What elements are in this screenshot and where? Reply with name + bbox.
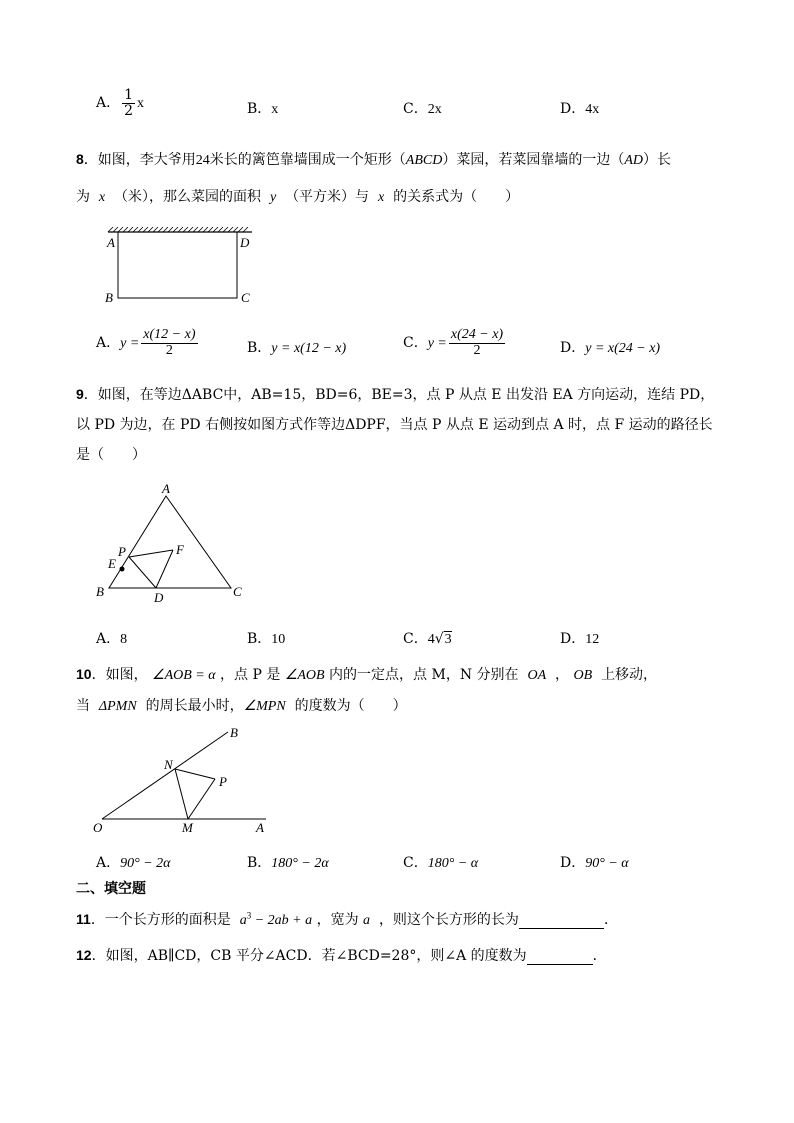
label-p: P [219, 774, 227, 789]
q9-option-a: A．8 [96, 631, 128, 647]
point-e [120, 567, 125, 572]
segment-mp [188, 779, 215, 819]
label-n: N [164, 757, 173, 772]
q9-line2: 以 PD 为边，在 PD 右侧按如图方式作等边ΔDPF，当点 P 从点 E 运动到点 A 时，点 F 运动的路径长 [76, 417, 713, 433]
label-e: E [108, 556, 116, 571]
q10-line2: 当 ΔPMN 的周长最小时，∠MPN 的度数为（ ） [76, 698, 407, 714]
label-c: C [241, 290, 250, 305]
question-number: 12 [76, 947, 92, 963]
label-b: B [105, 290, 113, 305]
q10-option-a: A．90° − 2α [96, 855, 171, 871]
q11-line: 11．一个长方形的面积是 $a^3 - 2ab + a$ ，宽为 a ，则这个长方形的长为 ． [76, 910, 618, 928]
q8-line1: 8．如图，李大爷用24米长的篱笆靠墙围成一个矩形（ABCD）菜园，若菜园靠墙的一边（AD）长 [76, 151, 672, 168]
question-number: 8 [76, 151, 84, 167]
triangle-abc [109, 496, 231, 588]
q8-line2: 为 x （米），那么菜园的面积 y （平方米）与 x 的关系式为（ ） [76, 189, 520, 205]
q8-option-d: D．y = x(24 − x) [560, 340, 661, 356]
fraction: $\frac{x(12 - x)}{2}$ [143, 327, 196, 358]
label-b: B [230, 725, 238, 740]
label-p: P [118, 544, 126, 559]
question-number: 10 [76, 666, 92, 682]
question-number: 11 [76, 911, 91, 927]
label-a: A [107, 235, 115, 250]
label-d: D [154, 590, 164, 605]
q8-option-a: A．y = $\frac{x(12 - x)}{2}$ [96, 327, 196, 358]
wall-hatching [108, 227, 248, 232]
q10-line1: 10．如图， ∠AOB = α ，点 P 是 ∠AOB 内的一定点，点 M，N 分别在 OA ， OB 上移动， [76, 666, 658, 683]
segment-np [175, 769, 215, 779]
label-c: C [233, 584, 242, 599]
fraction: $\frac{x(24 - x)}{2}$ [450, 327, 504, 358]
label-m: M [182, 820, 193, 835]
fraction: $\frac{1}{2}$ [124, 87, 134, 119]
q10-option-d: D．90° − α [560, 855, 629, 871]
q10-option-b: B．180° − 2α [247, 855, 329, 871]
segment-nm [175, 769, 188, 819]
q8-option-b: B．y = x(12 − x) [247, 340, 347, 356]
segment-df [156, 550, 173, 588]
label-f: F [176, 542, 184, 557]
label-a: A [256, 820, 264, 835]
q10-figure-angle [90, 722, 275, 838]
q12-line: 12．如图，AB∥CD，CB 平分∠ACD．若∠BCD=28°，则∠A 的度数为 ． [76, 947, 607, 964]
q8-figure-rectangle [100, 222, 260, 312]
q8-option-c: C．y = $\frac{x(24 - x)}{2}$ [403, 327, 504, 358]
q9-figure-triangle [92, 478, 252, 606]
ray-ob [102, 732, 228, 819]
answer-blank[interactable] [519, 912, 604, 929]
q9-option-b: B．10 [247, 631, 286, 647]
q9-line3: 是（ ） [76, 447, 146, 463]
q9-option-d: D．12 [560, 631, 600, 647]
sqrt-sign: √ [434, 631, 444, 647]
label-o: O [93, 820, 103, 835]
q7-option-d: D．4x [560, 101, 600, 117]
segment-pd [129, 557, 156, 588]
q10-option-c: C．180° − α [403, 855, 479, 871]
label-d: D [240, 235, 250, 250]
q9-option-c: C．4√3 [403, 631, 452, 647]
label-a: A [162, 481, 170, 496]
answer-blank[interactable] [527, 948, 593, 965]
segment-pf [129, 550, 173, 557]
q7-option-c: C．2x [403, 101, 442, 117]
q9-line1: 9．如图，在等边ΔABC中，AB=15，BD=6，BE=3，点 P 从点 E 出发沿 EA 方向运动，连结 PD， [76, 386, 715, 403]
rectangle-abcd [118, 232, 237, 298]
q7-option-a: A． $\frac{1}{2}$ x [96, 87, 145, 119]
question-number: 9 [76, 386, 84, 402]
q7-option-b: B．x [247, 101, 279, 117]
section-title: 二、填空题 [76, 881, 146, 897]
label-b: B [96, 584, 104, 599]
